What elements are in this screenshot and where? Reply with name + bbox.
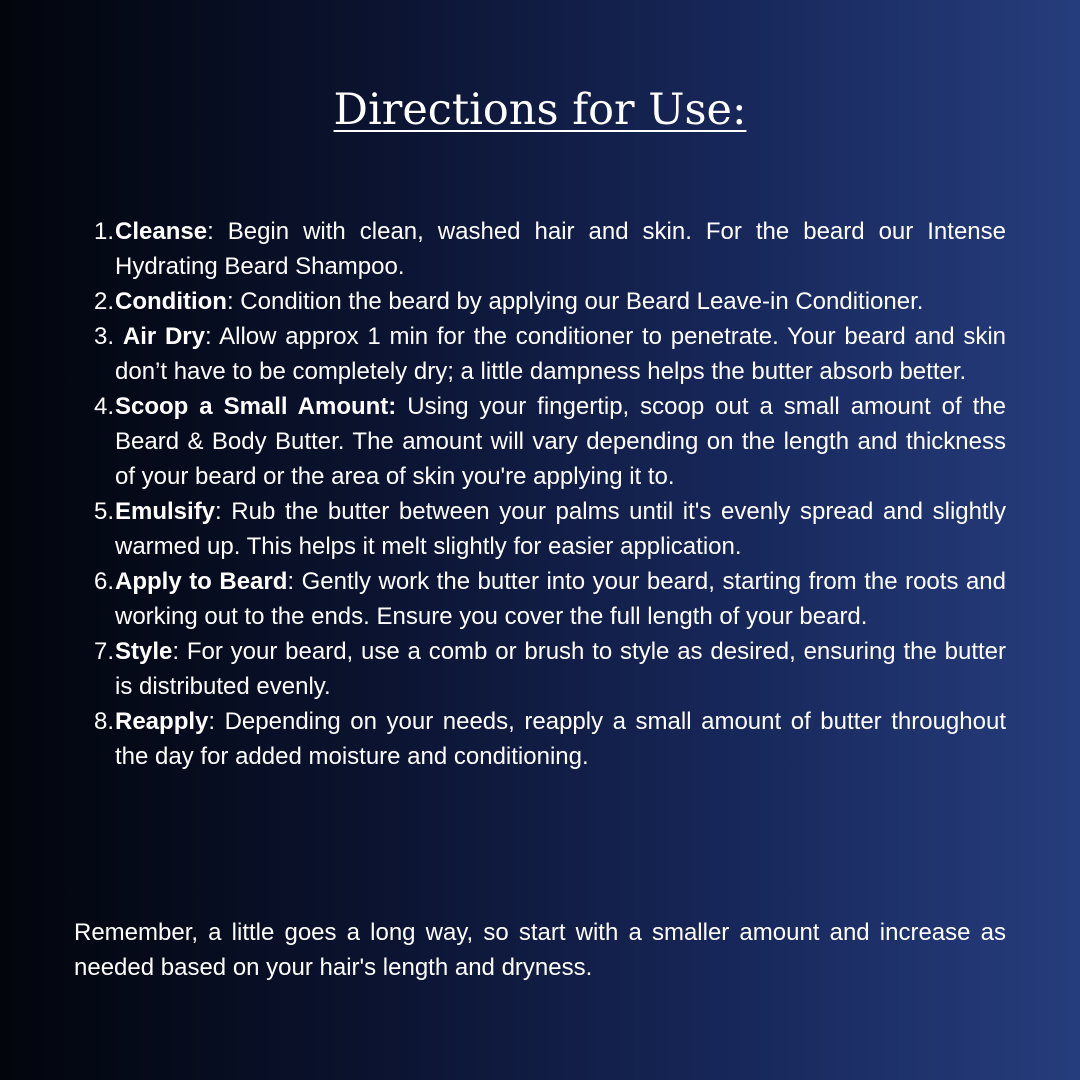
step-title: Air Dry [115, 323, 205, 350]
step-number: 8. [93, 708, 114, 735]
step-text: : Condition the beard by applying our Beard Leave-in Conditioner. [226, 288, 924, 315]
step-title: Style [115, 638, 173, 665]
step-number: 4. [93, 393, 114, 420]
step-title: Apply to Beard [115, 568, 288, 595]
closing-note: Remember, a little goes a long way, so start with a smaller amount and increase as needed based on your hair's length and dryness. [74, 919, 1006, 981]
step-text: : Rub the butter between your palms until it's evenly spread and slightly warmed up. This helps it melt slightly for easier application. [115, 498, 1006, 560]
step-number: 1. [93, 218, 114, 245]
step-number: 2. [93, 288, 114, 315]
step-title: Emulsify [115, 498, 216, 525]
step-title: Reapply [115, 708, 209, 735]
direction-step-3 [90, 319, 1006, 389]
step-number: 5. [93, 498, 114, 525]
direction-step-6 [90, 564, 1006, 634]
step-text: : Begin with clean, washed hair and skin. For the beard our Intense Hydrating Beard Shampoo. [115, 218, 1006, 280]
directions-list [90, 214, 1006, 774]
direction-step-5 [90, 494, 1006, 564]
step-number: 7. [93, 638, 114, 665]
step-title: Condition [115, 288, 227, 315]
step-title: Cleanse [115, 218, 208, 245]
step-number: 6. [93, 568, 114, 595]
step-text: : Gently work the butter into your beard, starting from the roots and working out to the ends. Ensure you cover the full length of your beard. [115, 568, 1007, 630]
direction-step-4 [90, 389, 1006, 494]
step-text: : For your beard, use a comb or brush to style as desired, ensuring the butter is distributed evenly. [115, 638, 1006, 700]
step-number: 3. [93, 323, 114, 350]
direction-step-1 [90, 214, 1006, 284]
step-text: Using your fingertip, scoop out a small amount of the Beard & Body Butter. The amount will vary depending on the length and thickness of your beard or the area of skin you're applying it to. [115, 393, 1007, 490]
page-title: Directions for Use: [333, 85, 747, 135]
step-text: : Depending on your needs, reapply a small amount of butter throughout the day for added moisture and conditioning. [115, 708, 1006, 770]
direction-step-7 [90, 634, 1006, 704]
step-text: : Allow approx 1 min for the conditioner to penetrate. Your beard and skin don’t have to be completely dry; a little dampness helps the butter absorb better. [115, 323, 1007, 385]
direction-step-2 [90, 284, 1006, 319]
step-title: Scoop a Small Amount: [115, 393, 397, 420]
direction-step-8 [90, 704, 1006, 774]
